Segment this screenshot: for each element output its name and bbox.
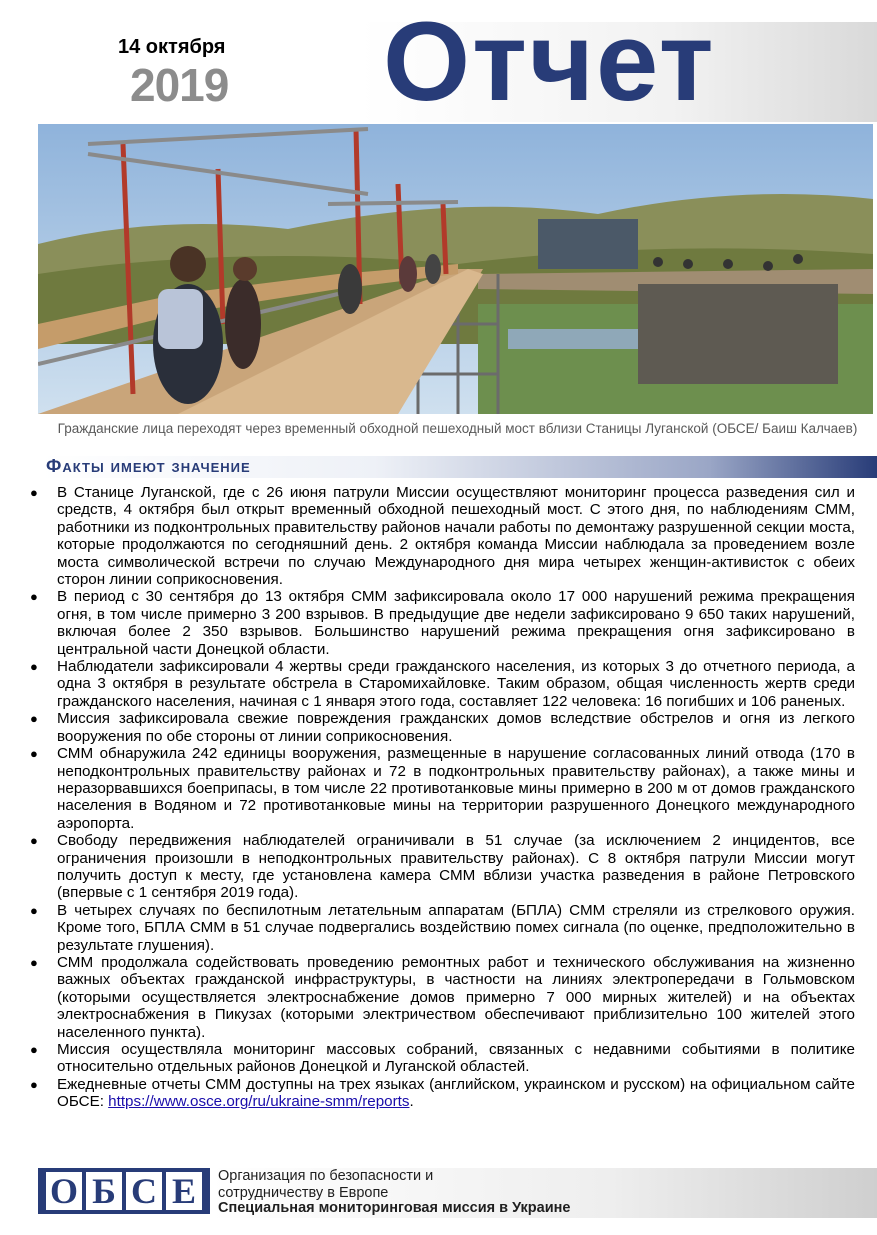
bullet-icon: ● <box>30 711 38 727</box>
list-item: ● Наблюдатели зафиксировали 4 жертвы среди гражданского населения, из которых 3 до отчетного периода, а одна 3 октября в результате обстрела в Старомихайловке. Таким образом, общая численность жертв среди гражданского населения, начиная с 1 января этого года, составляет 122 человека: 16 погибших и 106 раненых. <box>30 658 855 710</box>
list-item: ● СММ обнаружила 242 единицы вооружения, размещенные в нарушение согласованных линий отвода (170 в неподконтрольных правительству районах и 72 в подконтрольных правительству районах), а также мины и неразорвавшихся боеприпасы, в том числе 22 противотанковые мины примерно в 200 м от домов гражданского населения в Водяном и 72 противотанковые мины на территории разрушенного Донецкого международного аэропорта. <box>30 745 855 832</box>
bullet-icon: ● <box>30 954 38 970</box>
bullet-icon: ● <box>30 746 38 762</box>
logo-letter: Е <box>166 1172 202 1210</box>
list-item: ● В четырех случаях по беспилотным летательным аппаратам (БПЛА) СММ стреляли из стрелкового оружия. Кроме того, БПЛА СММ в 51 случае подвергались воздействию помех сигнала (по оценке, предположительно в результате глушения). <box>30 901 855 954</box>
bullet-icon: ● <box>30 1042 38 1057</box>
reports-link[interactable]: https://www.osce.org/ru/ukraine-smm/reports <box>108 1093 410 1111</box>
logo-letter: О <box>46 1172 82 1210</box>
list-item: ● СММ продолжала содействовать проведению ремонтных работ и технического обслуживания на жизненно важных объектах гражданской инфраструктуры, в частности на линиях электропередачи в Гольмовском (которыми осуществляется электроснабжение домов примерно 7 000 мирных жителей) и на объектах электроснабжения в Пикузах (которыми электричеством обеспечивают приблизительно 100 жителей этого населенного пункта). <box>30 953 855 1041</box>
photo-caption: Гражданские лица переходят через временный обходной пешеходный мост вблизи Станицы Луганской (ОБСЕ/ Баиш Калчаев) <box>57 421 858 436</box>
report-title: Отчет <box>383 0 716 124</box>
list-item: ● Миссия зафиксировала свежие повреждения гражданских домов вследствие обстрелов и огня из легкого вооружения по обе стороны от линии соприкосновения. <box>30 710 855 745</box>
osce-logo <box>38 1168 210 1214</box>
report-date-day: 14 октября <box>118 36 226 58</box>
bullet-icon: ● <box>30 833 38 849</box>
facts-list <box>30 484 855 1111</box>
section-title: Факты имеют значение <box>46 456 251 476</box>
bullet-icon: ● <box>30 1076 38 1092</box>
logo-letter: Б <box>86 1172 122 1210</box>
list-item: ● В Станице Луганской, где с 26 июня патрули Миссии осуществляют мониторинг процесса разведения сил и средств, 4 октября был открыт временный обходной пешеходный мост. С этого дня, по наблюдениям СММ, работники из подконтрольных правительству районов начали работы по демонтажу разрушенной секции моста, которые продолжаются по сегодняшний день. 2 октября команда Миссии наблюдала за проведением возле моста символической встречи по случаю Международного дня мира четырех женщин-активисток с обеих сторон линии соприкосновения. <box>30 484 855 589</box>
logo-letter: С <box>126 1172 162 1210</box>
list-item: ● Ежедневные отчеты СММ доступны на трех языках (английском, украинском и русском) на официальном сайте ОБСЕ: https://www.osce.org/ru/ukraine-smm/reports. <box>30 1075 855 1111</box>
bullet-icon: ● <box>30 659 38 675</box>
list-item: ● В период с 30 сентября до 13 октября СММ зафиксировала около 17 000 нарушений режима прекращения огня, в том числе примерно 3 200 взрывов. В предыдущие две недели зафиксировано 9 650 таких нарушений, включая более 2 350 взрывов. Большинство нарушений режима прекращения огня зафиксировано в центральной части Донецкой области. <box>30 588 855 658</box>
org-name: Организация по безопасности и сотрудничеству в Европе <box>218 1168 434 1201</box>
report-date-year: 2019 <box>130 59 229 111</box>
bullet-icon: ● <box>30 485 38 500</box>
list-item: ● Миссия осуществляла мониторинг массовых собраний, связанных с недавними событиями в политике относительно отдельных районов Донецкой и Луганской областей. <box>30 1041 855 1076</box>
list-item: ● Свободу передвижения наблюдателей ограничивали в 51 случае (за исключением 2 инцидентов, все ограничения произошли в неподконтрольных правительству районах). С 8 октября патрули Миссии могут получить доступ к месту, где установлена камера СММ вблизи участка разведения в районе Петровского (впервые с 1 сентября 2019 года). <box>30 832 855 902</box>
bullet-icon: ● <box>30 589 38 605</box>
mission-name: Специальная мониторинговая миссия в Украине <box>218 1200 571 1216</box>
bridge-photo <box>38 124 873 414</box>
bullet-icon: ● <box>30 902 38 918</box>
